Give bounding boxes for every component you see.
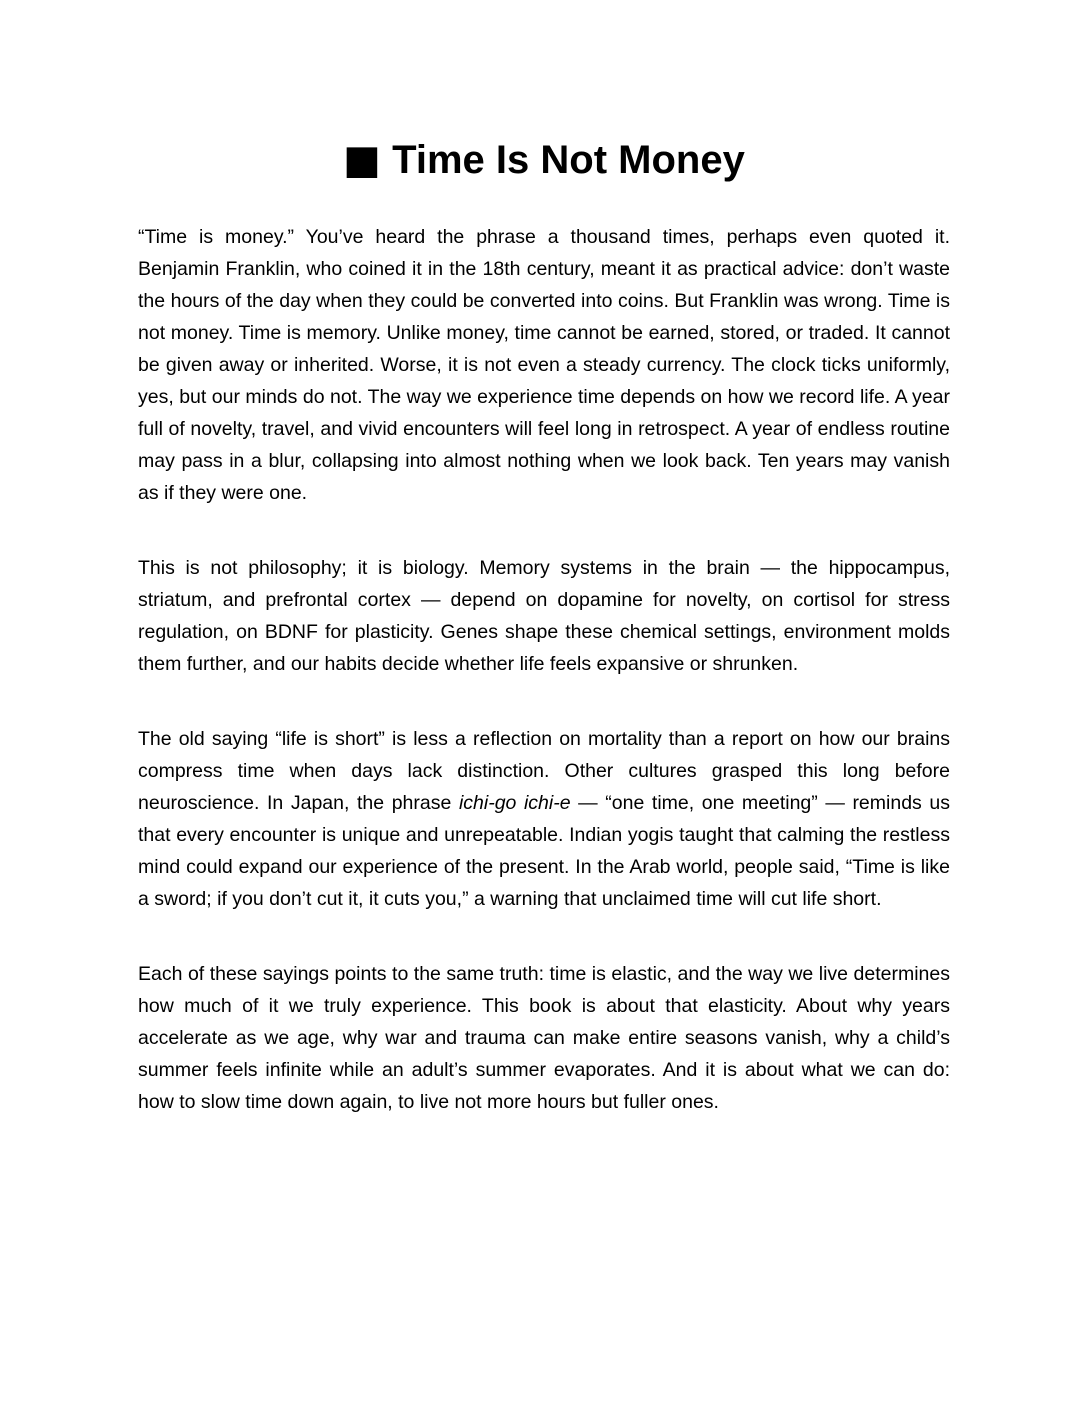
paragraph-3-text-after: — “one time, one meeting” — reminds us that every encounter is unique and unrepeatable. Indian yogis taught that calming the restless mind could expand our experience of the present. In the Arab world, people said, “Time is like a sword; if you don’t cut it, it cuts you,” a warning that unclaimed time will cut life short. — [138, 792, 950, 910]
title-square-icon: ■ — [343, 137, 381, 183]
paragraph-2-text: This is not philosophy; it is biology. Memory systems in the brain — the hippocampus, striatum, and prefrontal cortex — depend on dopamine for novelty, on cortisol for stress regulation, on BDNF for plasticity. Genes shape these chemical settings, environment molds them further, and our habits decide whether life feels expansive or shrunken. — [138, 557, 950, 675]
paragraph-3-text-before: The old saying “life is short” is less a reflection on mortality than a report on how our brains compress time when days lack distinction. Other cultures grasped this long before neuroscience. In Japan, the phrase — [138, 728, 950, 814]
paragraph-1-text: “Time is money.” You’ve heard the phrase a thousand times, perhaps even quoted it. Benjamin Franklin, who coined it in the 18th century, meant it as practical advice: don’t waste the hours of the day when they could be converted into coins. But Franklin was wrong. Time is not money. Time is memory. Unlike money, time cannot be earned, stored, or traded. It cannot be given away or inherited. Worse, it is not even a steady currency. The clock ticks uniformly, yes, but our minds do not. The way we experience time depends on how we record life. A year full of novelty, travel, and vivid encounters will feel long in retrospect. A year of endless routine may pass in a blur, collapsing into almost nothing when we look back. Ten years may vanish as if they were one. — [138, 226, 950, 504]
page-title — [138, 136, 950, 184]
paragraph-2 — [138, 552, 950, 680]
paragraph-4-text: Each of these sayings points to the same truth: time is elastic, and the way we live determines how much of it we truly experience. This book is about that elasticity. About why years accelerate as we age, why war and trauma can make entire seasons vanish, why a child’s summer feels infinite while an adult’s summer evaporates. And it is about what we can do: how to slow time down again, to live not more hours but fuller ones. — [138, 963, 950, 1113]
paragraph-3 — [138, 723, 950, 915]
page-title-text: Time Is Not Money — [392, 138, 745, 182]
document-body — [138, 221, 950, 1118]
paragraph-3-italic-phrase: ichi-go ichi-e — [458, 792, 571, 814]
paragraph-1 — [138, 221, 950, 509]
paragraph-4 — [138, 958, 950, 1118]
